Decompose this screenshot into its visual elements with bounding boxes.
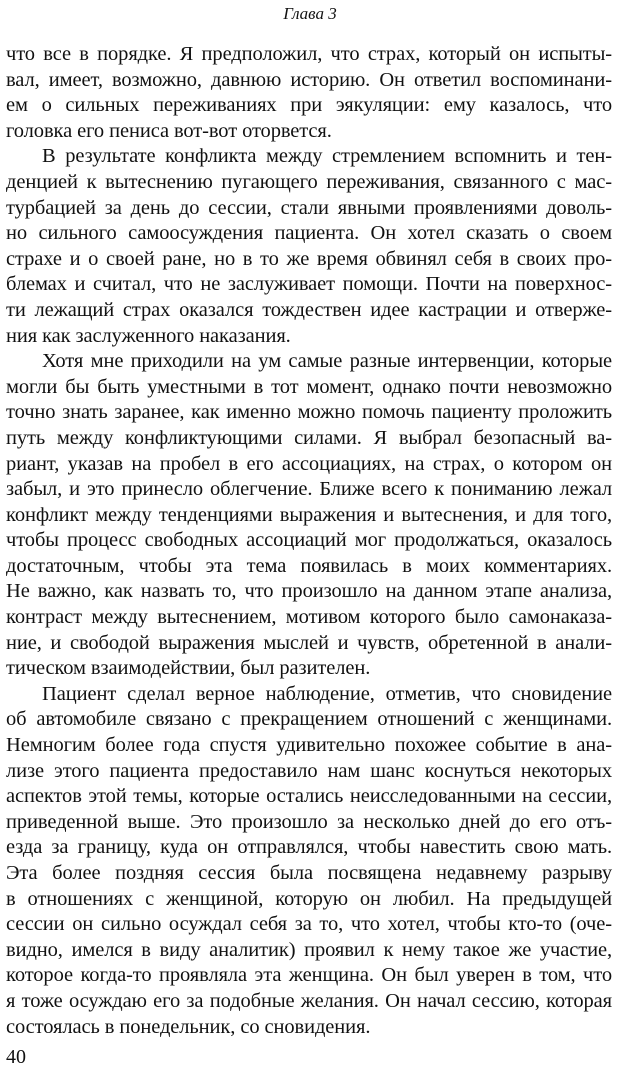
text-line: Немногим более года спустя удивительно похожее событие в ана-	[6, 734, 612, 757]
page-number: 40	[6, 1046, 26, 1068]
text-line: могли бы быть уместными в тот момент, однако почти невозможно	[6, 375, 612, 398]
body-text	[6, 42, 612, 1040]
paragraph	[6, 682, 612, 1040]
paragraph	[6, 42, 612, 144]
text-line: Хотя мне приходили на ум самые разные интервенции, которые	[42, 350, 612, 373]
text-line: приведенной выше. Это произошло за несколько дней до его отъ-	[6, 810, 612, 833]
text-line: ние, и свободой выражения мыслей и чувств, обретенной в анали-	[6, 631, 612, 654]
running-header: Глава 3	[283, 4, 337, 23]
text-line: вал, имеет, возможно, давнюю историю. Он ответил воспоминани-	[6, 68, 612, 91]
text-line: В результате конфликта между стремлением вспомнить и тен-	[42, 145, 612, 168]
text-line: тическом взаимодействии, был разителен.	[6, 657, 371, 680]
text-line: об автомобиле связано с прекращением отношений с женщинами.	[6, 708, 612, 731]
text-line: в отношениях с женщиной, которую он любил. На предыдущей	[6, 887, 612, 910]
text-line: турбацией за день до сессии, стали явными проявлениями доволь-	[6, 196, 612, 219]
text-line: контраст между вытеснением, мотивом которого было самонаказа-	[6, 606, 612, 629]
text-line: конфликт между тенденциями выражения и вытеснения, и для того,	[6, 503, 612, 526]
text-line: но сильного самоосуждения пациента. Он хотел сказать о своем	[6, 222, 612, 245]
text-line: Не важно, как назвать то, что произошло на данном этапе анализа,	[6, 580, 612, 603]
text-line: я тоже осуждаю его за подобные желания. Он начал сессию, которая	[6, 989, 612, 1012]
text-line: ния как заслуженного наказания.	[6, 324, 291, 347]
paragraph	[6, 144, 612, 349]
paragraph	[6, 349, 612, 682]
text-line: ти лежащий страх оказался тождествен идее кастрации и отверже-	[6, 298, 612, 321]
text-line: езда за границу, куда он отправлялся, чтобы навестить свою мать.	[6, 836, 612, 859]
text-line: что все в порядке. Я предположил, что страх, который он испыты-	[6, 43, 612, 65]
text-line: Пациент сделал верное наблюдение, отметив, что сновидение	[42, 682, 612, 705]
text-line: чтобы процесс свободных ассоциаций мог продолжаться, оказалось	[6, 529, 612, 552]
text-line: блемах и считал, что не заслуживает помощи. Почти на поверхнос-	[6, 273, 612, 296]
text-line: путь между конфликтующими силами. Я выбрал безопасный ва-	[6, 426, 612, 449]
text-line: головка его пениса вот-вот оторвется.	[6, 119, 332, 142]
text-line: состоялась в понедельник, со сновидения.	[6, 1015, 371, 1038]
text-line: риант, указав на пробел в его ассоциациях, на страх, о котором он	[6, 452, 612, 475]
text-line: ем о сильных переживаниях при эякуляции: ему казалось, что	[6, 94, 612, 117]
text-line: лизе этого пациента предоставило нам шанс коснуться некоторых	[6, 759, 612, 782]
text-line: точно знать заранее, как именно можно помочь пациенту проложить	[6, 401, 612, 424]
text-line: денцией к вытеснению пугающего переживания, связанного с мас-	[6, 170, 612, 193]
text-line: достаточным, чтобы эта тема появилась в моих комментариях.	[6, 554, 612, 577]
text-line: сессии он сильно осуждал себя за то, что хотел, чтобы кто-то (оче-	[6, 913, 612, 936]
text-line: аспектов этой темы, которые остались неисследованными на сессии,	[6, 785, 612, 808]
text-line: забыл, и это принесло облегчение. Ближе всего к пониманию лежал	[6, 478, 612, 501]
text-line: страхе и о своей ране, но в то же время обвинял себя в своих про-	[6, 247, 612, 270]
text-line: видно, имелся в виду аналитик) проявил к нему такое же участие,	[6, 938, 612, 961]
text-line: которое когда-то проявляла эта женщина. Он был уверен в том, что	[6, 964, 612, 987]
text-line: Эта более поздняя сессия была посвящена недавнему разрыву	[6, 862, 612, 884]
